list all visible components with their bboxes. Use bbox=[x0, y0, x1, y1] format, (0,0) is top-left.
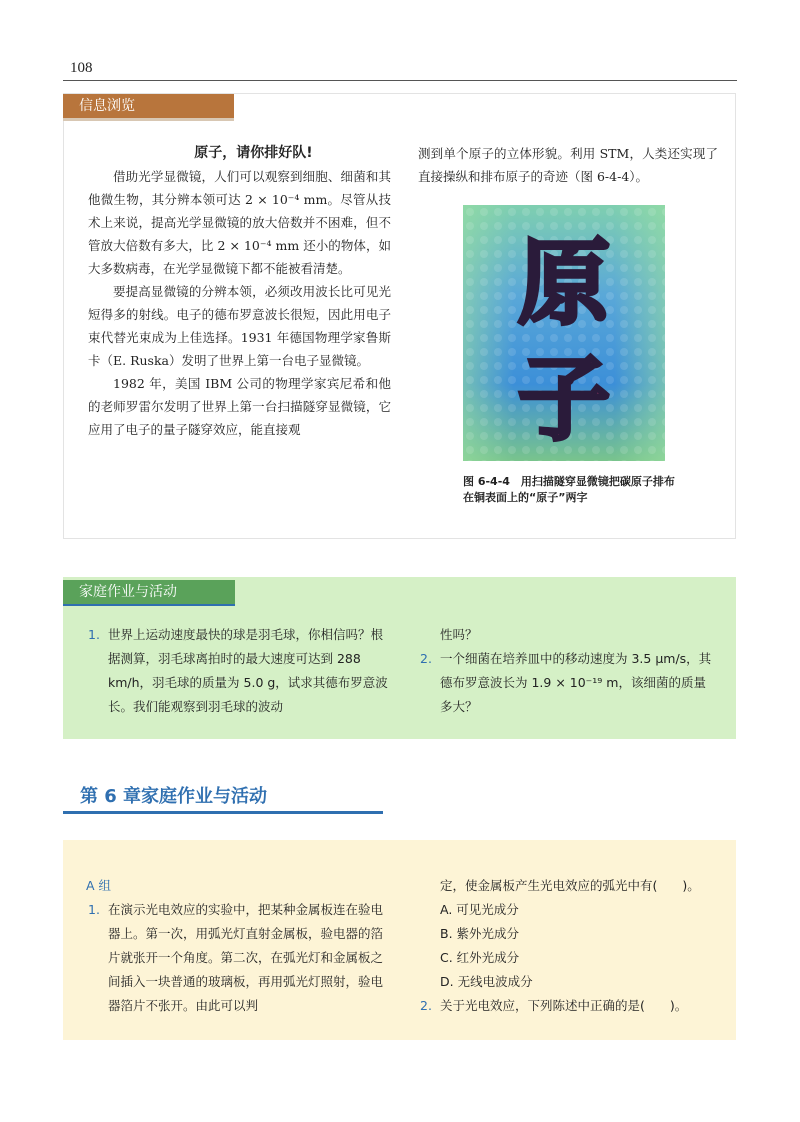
question-text: 在演示光电效应的实验中，把某种金属板连在验电器上。第一次，用弧光灯直射金属板，验电器的箔片就张开一个角度。第二次，在弧光灯和金属板之间插入一块普通的玻璃板，再用弧光灯照射，验电器箔片不张开。由此可以判 bbox=[108, 902, 384, 1013]
info-tab-underline bbox=[63, 118, 234, 121]
info-right-column bbox=[418, 142, 718, 188]
article-paragraph-continued: 测到单个原子的立体形貌。利用 STM，人类还实现了直接操纵和排布原子的奇迹（图 6-4-4）。 bbox=[418, 146, 718, 184]
homework-item-text: 世界上运动速度最快的球是羽毛球，你相信吗？根据测算，羽毛球离拍时的最大速度可达到 288 km/h，羽毛球的质量为 5.0 g，试求其德布罗意波长。我们能观察到羽毛球的波动 bbox=[108, 627, 388, 714]
homework-right-column bbox=[418, 623, 718, 719]
figure-glyph-1: 原 bbox=[517, 230, 611, 337]
homework-item-2 bbox=[418, 647, 718, 719]
article-paragraph-3: 1982 年，美国 IBM 公司的物理学家宾尼希和他的老师罗雷尔发明了世界上第一台扫描隧穿显微镜，它应用了电子的量子隧穿效应，能直接观 bbox=[88, 376, 391, 437]
figure-glyph-2: 子 bbox=[517, 346, 611, 453]
article-paragraph-2: 要提高显微镜的分辨本领，必须改用波长比可见光短得多的射线。电子的德布罗意波长很短，因此用电子束代替光束成为上佳选择。1931 年德国物理学家鲁斯卡（E. Ruska）发明了世界上第一台电子显微镜。 bbox=[88, 284, 391, 368]
exercise-question-1 bbox=[86, 898, 392, 1018]
article-title: 原子，请你排好队! bbox=[194, 145, 313, 161]
page-number: 108 bbox=[70, 60, 93, 76]
homework-item-1 bbox=[86, 623, 392, 719]
group-label: A 组 bbox=[86, 878, 112, 893]
homework-tab-underline bbox=[63, 604, 235, 606]
homework-left-column bbox=[86, 623, 392, 719]
question-number: 2. bbox=[420, 998, 432, 1013]
homework-item-text: 一个细菌在培养皿中的移动速度为 3.5 μm/s，其德布罗意波长为 1.9 × 10⁻¹⁹ m，该细菌的质量多大？ bbox=[440, 651, 712, 714]
chapter-title-rule bbox=[63, 811, 383, 814]
question-text: 关于光电效应，下列陈述中正确的是( )。 bbox=[440, 998, 688, 1013]
option-c: C. 红外光成分 bbox=[440, 950, 520, 965]
info-section-tab: 信息浏览 bbox=[63, 94, 234, 118]
homework-section-tab: 家庭作业与活动 bbox=[63, 580, 235, 604]
homework-item-number: 1. bbox=[88, 627, 100, 642]
question-text: 定，使金属板产生光电效应的弧光中有( )。 bbox=[440, 878, 700, 893]
chapter-title: 第 6 章家庭作业与活动 bbox=[80, 786, 268, 807]
option-a: A. 可见光成分 bbox=[440, 902, 519, 917]
info-left-column bbox=[88, 142, 391, 441]
header-rule bbox=[63, 80, 737, 81]
stm-figure-image bbox=[463, 205, 665, 461]
exercise-question-1-continued bbox=[418, 874, 718, 898]
homework-item-text: 性吗？ bbox=[440, 627, 478, 642]
exercise-right-column bbox=[418, 874, 718, 1018]
homework-item-1-continued bbox=[418, 623, 718, 647]
option-b: B. 紫外光成分 bbox=[440, 926, 520, 941]
homework-item-number: 2. bbox=[420, 651, 432, 666]
exercise-question-2 bbox=[418, 994, 718, 1018]
option-d: D. 无线电波成分 bbox=[440, 974, 533, 989]
exercise-left-column bbox=[86, 874, 392, 1018]
question-number: 1. bbox=[88, 902, 100, 917]
figure-caption: 图 6-4-4 用扫描隧穿显微镜把碳原子排布在铜表面上的“原子”两字 bbox=[463, 475, 675, 504]
article-paragraph-1: 借助光学显微镜，人们可以观察到细胞、细菌和其他微生物，其分辨本领可达 2 × 10⁻⁴ mm。尽管从技术上来说，提高光学显微镜的放大倍数并不困难，但不管放大倍数有多大，比 2 × 10⁻⁴ mm 还小的物体，如大多数病毒，在光学显微镜下都不能被看清楚。 bbox=[88, 169, 391, 276]
